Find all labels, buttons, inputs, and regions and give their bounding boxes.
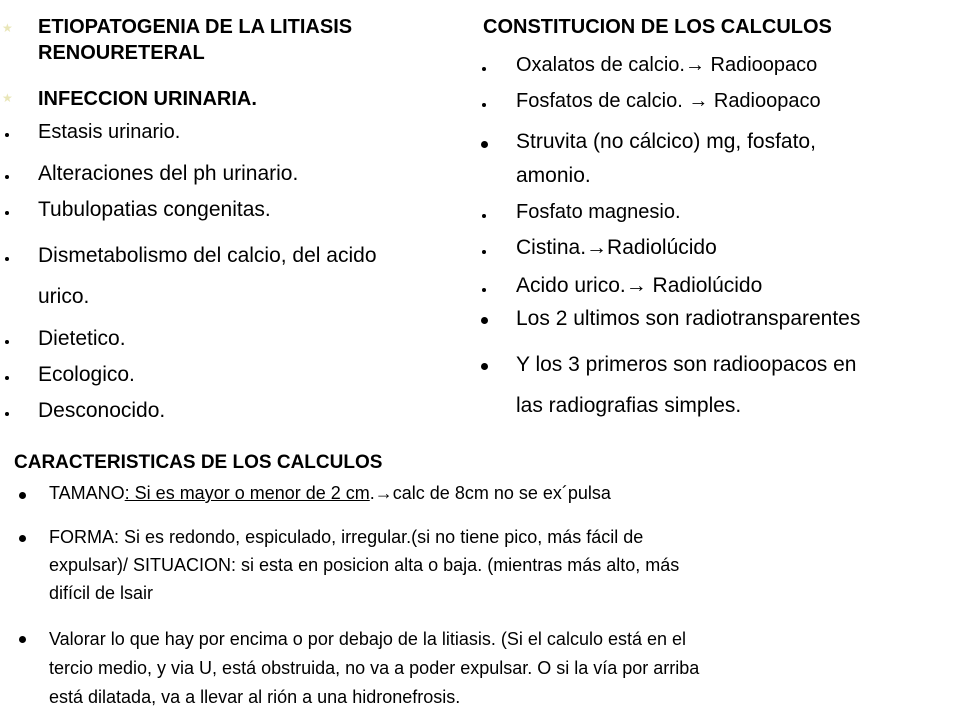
arrow-right-icon: →: [684, 54, 705, 76]
arrow-right-icon: →: [374, 483, 393, 503]
bullet-icon: [5, 133, 9, 137]
list-item: Y los 3 primeros son radioopacos en: [516, 353, 857, 376]
list-item: Cistina.→Radiolúcido: [516, 236, 717, 259]
bullet-icon: [481, 317, 488, 324]
list-item: FORMA: Si es redondo, espiculado, irregular.(si no tiene pico, más fácil de expulsar)/ SITUACION: si esta en posicion alta o baja. (mientras más alto, más difícil de lsair: [49, 527, 680, 603]
bottom-heading: CARACTERISTICAS DE LOS CALCULOS: [14, 452, 383, 473]
list-item-continuation: urico.: [38, 285, 90, 308]
bullet-icon: [481, 141, 488, 148]
bullet-icon: [5, 257, 9, 261]
bullet-icon: [482, 214, 486, 218]
bullet-icon: [5, 340, 9, 344]
bullet-icon: [482, 250, 486, 254]
arrow-right-icon: →: [625, 274, 647, 297]
bullet-icon: [5, 211, 9, 215]
arrow-right-icon: →: [688, 90, 709, 112]
list-item-continuation: las radiografias simples.: [516, 394, 742, 417]
list-item: Struvita (no cálcico) mg, fosfato,: [516, 130, 816, 153]
left-heading-etiopatogenia: ETIOPATOGENIA DE LA LITIASIS RENOURETERAL: [38, 16, 353, 64]
star-icon: ★: [2, 91, 13, 105]
list-item: Ecologico.: [38, 363, 135, 386]
list-item: Acido urico.→ Radiolúcido: [516, 274, 763, 297]
list-item: Valorar lo que hay por encima o por debajo de la litiasis. (Si el calculo está en el tercio medio, y via U, está obstruida, no va a poder expulsar. O si la vía por arriba está dilatada, va a llevar al rión a una hidronefrosis.: [49, 629, 700, 707]
bullet-icon: [5, 175, 9, 179]
list-item: Los 2 ultimos son radiotransparentes: [516, 307, 861, 330]
bullet-icon: [482, 288, 486, 292]
list-item: Fosfatos de calcio. → Radioopaco: [516, 90, 821, 112]
list-item: Dietetico.: [38, 327, 126, 350]
list-item: Fosfato magnesio.: [516, 201, 681, 223]
bullet-icon: [5, 412, 9, 416]
bullet-icon: [5, 376, 9, 380]
arrow-right-icon: →: [586, 236, 608, 259]
list-item: Desconocido.: [38, 399, 166, 422]
list-item: Estasis urinario.: [38, 121, 181, 143]
list-item: Dismetabolismo del calcio, del acido: [38, 244, 377, 267]
right-heading: CONSTITUCION DE LOS CALCULOS: [483, 16, 832, 38]
bullet-icon: [19, 636, 26, 643]
bullet-icon: [482, 67, 486, 71]
bullet-icon: [482, 103, 486, 107]
list-item: TAMANO: Si es mayor o menor de 2 cm.→calc de 8cm no se ex´pulsa: [49, 483, 611, 503]
list-item-continuation: amonio.: [516, 164, 591, 187]
bullet-icon: [19, 492, 26, 499]
list-item: Tubulopatias congenitas.: [38, 198, 271, 221]
star-icon: ★: [2, 21, 13, 35]
list-item: Oxalatos de calcio.→ Radioopaco: [516, 54, 818, 76]
bullet-icon: [19, 535, 26, 542]
left-heading-infeccion: INFECCION URINARIA.: [38, 88, 257, 110]
bullet-icon: [481, 363, 488, 370]
list-item: Alteraciones del ph urinario.: [38, 162, 299, 185]
